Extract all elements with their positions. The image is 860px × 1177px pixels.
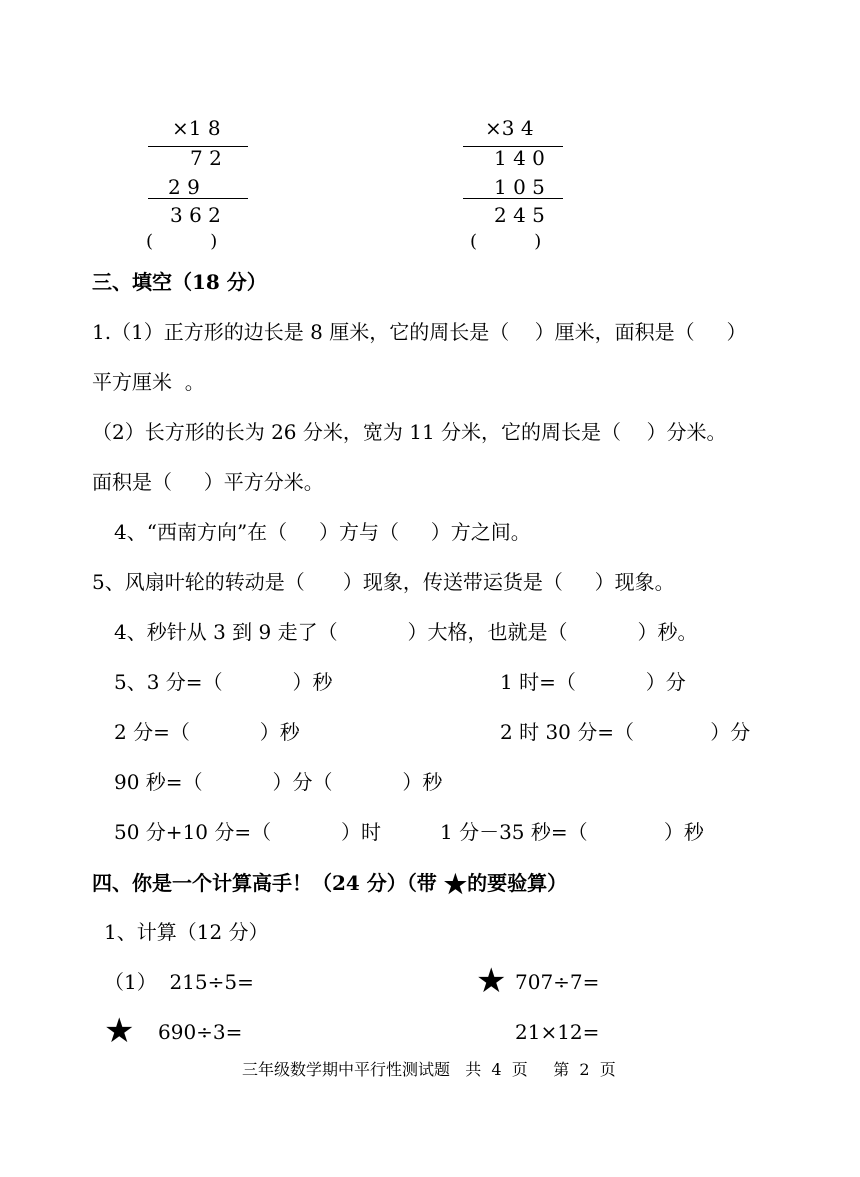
section-4-heading — [92, 872, 567, 898]
page-footer: 三年级数学期中平行性测试题 共 4 页 第 2 页 — [242, 1060, 616, 1079]
right-rule-2 — [463, 198, 563, 199]
star-icon: ★ — [104, 1011, 135, 1051]
section-4-heading-pre: 四、你是一个计算高手！（24 分）（带 — [92, 871, 444, 895]
conversion-2-left: 2 分=（ ）秒 — [114, 720, 300, 744]
left-result: 3 6 2 — [170, 203, 221, 227]
right-answer-bracket: ( ) — [470, 231, 542, 252]
section-4-heading-post: 的要验算） — [467, 871, 568, 895]
right-partial-2: 1 0 5 — [494, 175, 545, 199]
q1-part1-continuation: 平方厘米 。 — [92, 370, 205, 394]
subsection-calc-heading: 1、计算（12 分） — [104, 920, 269, 944]
right-partial-1: 1 4 0 — [494, 146, 545, 170]
conversion-2-right: 2 时 30 分=（ ）分 — [500, 720, 751, 744]
problem-1: （1） 215÷5= — [104, 970, 254, 994]
conversion-4-right: 1 分－35 秒=（ ）秒 — [440, 820, 704, 844]
problem-4: 21×12= — [515, 1020, 600, 1044]
conversion-4-left: 50 分+10 分=（ ）时 — [114, 820, 382, 844]
section-3-heading: 三、填空（18 分） — [92, 270, 267, 294]
left-rule-2 — [148, 198, 248, 199]
left-multiplier: ×1 8 — [172, 116, 221, 140]
right-multiplier: ×3 4 — [485, 116, 534, 140]
star-icon: ★ — [443, 870, 468, 900]
q4-direction-line: 4、“西南方向”在（ ）方与（ ）方之间。 — [114, 520, 531, 544]
q1-part2-continuation: 面积是（ ）平方分米。 — [92, 470, 324, 494]
left-partial-2: 2 9 — [168, 175, 200, 199]
left-partial-1: 7 2 — [190, 146, 222, 170]
q1-part2-line: （2）长方形的长为 26 分米，宽为 11 分米，它的周长是（ ）分米。 — [92, 420, 727, 444]
problem-3: 690÷3= — [158, 1020, 243, 1044]
right-result: 2 4 5 — [494, 203, 545, 227]
q1-part1-line: 1.（1）正方形的边长是 8 厘米，它的周长是（ ）厘米，面积是（ ） — [92, 320, 747, 344]
q4-clock-line: 4、秒针从 3 到 9 走了（ ）大格，也就是（ ）秒。 — [114, 620, 698, 644]
conversion-1-left: 5、3 分=（ ）秒 — [114, 670, 333, 694]
left-answer-bracket: ( ) — [146, 231, 218, 252]
problem-2: 707÷7= — [515, 970, 600, 994]
q5-motion-line: 5、风扇叶轮的转动是（ ）现象，传送带运货是（ ）现象。 — [92, 570, 675, 594]
conversion-1-right: 1 时=（ ）分 — [500, 670, 686, 694]
star-icon: ★ — [476, 961, 507, 1001]
conversion-3: 90 秒=（ ）分（ ）秒 — [114, 770, 443, 794]
